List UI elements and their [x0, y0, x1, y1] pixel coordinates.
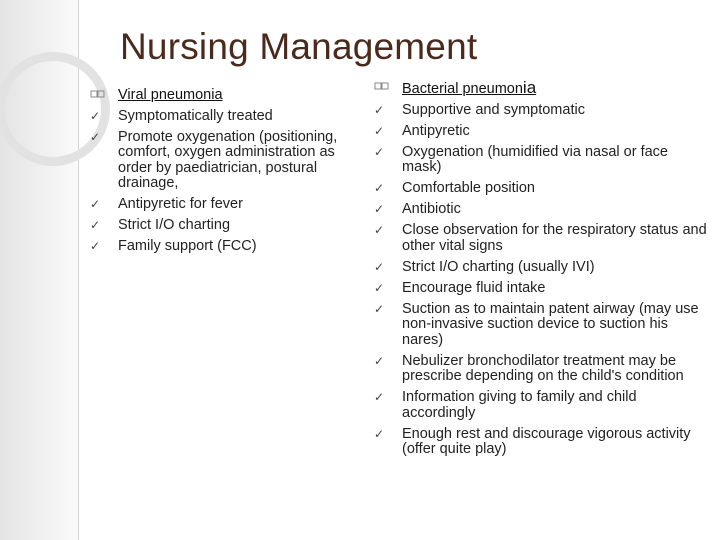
- list-item-text: Antipyretic: [402, 122, 470, 139]
- list-item-text: Supportive and symptomatic: [402, 101, 585, 118]
- list-item-text: Oxygenation (humidified via nasal or face mask): [402, 143, 668, 175]
- bacterial-pneumonia-heading-main: Bacterial pneumon: [402, 81, 523, 97]
- list-item-text: Strict I/O charting: [118, 217, 231, 233]
- checkmark-icon: ✓: [374, 390, 385, 404]
- list-item: [372, 124, 708, 140]
- list-item-text: Suction as to maintain patent airway (may use non-invasive suction device to suction his nares): [402, 300, 699, 348]
- slide-title: Nursing Management: [120, 26, 478, 67]
- list-item: [372, 260, 708, 276]
- checkmark-icon: ✓: [90, 218, 101, 232]
- checkmark-icon: ✓: [90, 197, 101, 211]
- checkmark-icon: ✓: [374, 181, 385, 195]
- checkmark-icon: ✓: [374, 280, 385, 295]
- checkmark-icon: ✓: [374, 353, 385, 368]
- list-item: [372, 302, 708, 349]
- list-item-text: Family support (FCC): [118, 238, 257, 254]
- list-item-text: Nebulizer bronchodilator treatment may be prescribe depending on the child's condition: [402, 352, 684, 384]
- checkmark-icon: ✓: [374, 223, 385, 237]
- list-item: [372, 223, 708, 254]
- viral-pneumonia-heading: Viral pneumonia: [118, 87, 223, 103]
- checkmark-icon: ✓: [90, 129, 101, 144]
- checkmark-icon: ✓: [374, 144, 385, 159]
- bacterial-pneumonia-heading: [402, 78, 537, 97]
- list-item-text: Information giving to family and child accordingly: [402, 389, 637, 421]
- bacterial-pneumonia-column: [372, 80, 708, 463]
- hollow-square-bullet-icon: [374, 81, 390, 93]
- list-item-text: Close observation for the respiratory status and other vital signs: [402, 222, 707, 254]
- list-item-text: Enough rest and discourage vigorous activity (offer quite play): [402, 425, 691, 457]
- checkmark-icon: ✓: [374, 102, 385, 117]
- list-item-text: Encourage fluid intake: [402, 279, 546, 296]
- list-item: [372, 390, 708, 421]
- list-item: [372, 281, 708, 297]
- hollow-square-bullet-icon: [90, 89, 106, 101]
- list-item: [372, 103, 708, 119]
- list-item: [88, 197, 356, 213]
- list-item-text: Promote oxygenation (positioning, comfort, oxygen administration as order by paediatrician, postural drainage,: [118, 128, 338, 191]
- checkmark-icon: ✓: [374, 426, 385, 441]
- checkmark-icon: ✓: [374, 123, 385, 138]
- bacterial-pneumonia-heading-tail: ia: [522, 78, 537, 97]
- list-item-text: Antibiotic: [402, 201, 461, 217]
- list-item: [372, 202, 708, 218]
- list-item: [88, 218, 356, 234]
- list-item: [372, 427, 708, 458]
- list-item: [88, 130, 356, 192]
- list-item-text: Strict I/O charting (usually IVI): [402, 258, 595, 275]
- list-item: [372, 145, 708, 176]
- viral-pneumonia-list: [88, 109, 356, 255]
- list-item: [372, 354, 708, 385]
- checkmark-icon: ✓: [90, 239, 101, 253]
- viral-pneumonia-column: [88, 88, 356, 260]
- list-item: [88, 239, 356, 255]
- bacterial-pneumonia-list: [372, 103, 708, 458]
- checkmark-icon: ✓: [374, 301, 385, 316]
- checkmark-icon: ✓: [374, 202, 385, 216]
- list-item-text: Comfortable position: [402, 180, 535, 196]
- viral-pneumonia-heading-row: [88, 88, 356, 104]
- list-item: [372, 181, 708, 197]
- list-item-text: Symptomatically treated: [118, 107, 273, 124]
- list-item-text: Antipyretic for fever: [118, 196, 243, 212]
- checkmark-icon: ✓: [90, 108, 101, 123]
- checkmark-icon: ✓: [374, 259, 385, 274]
- list-item: [88, 109, 356, 125]
- bacterial-pneumonia-heading-row: [372, 80, 708, 98]
